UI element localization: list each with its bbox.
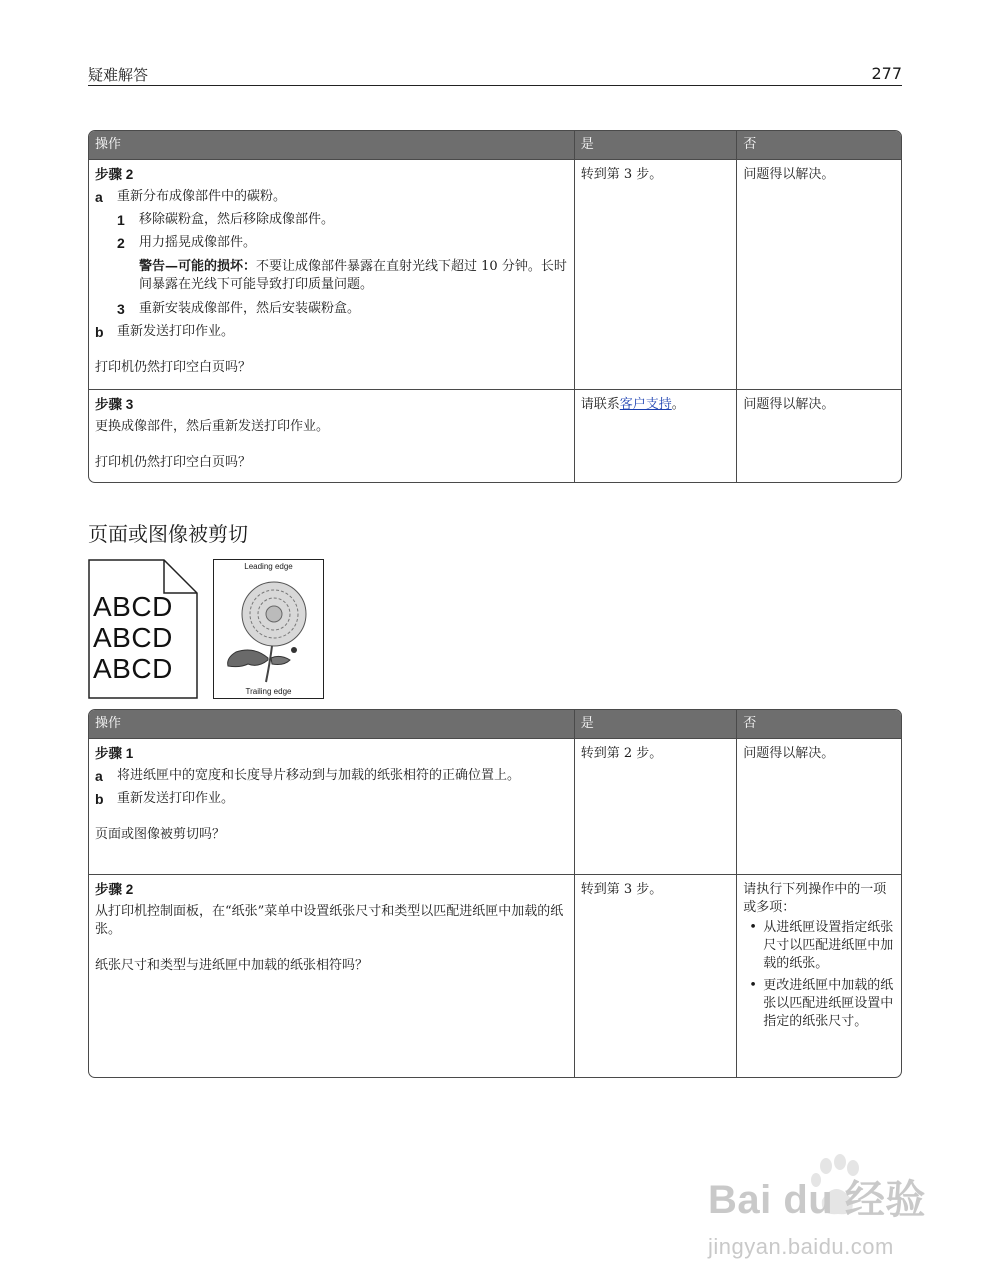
step-title: 步骤 3 — [95, 397, 134, 412]
table-row — [89, 874, 901, 1077]
abcd-line: ABCD — [93, 622, 173, 653]
action-cell — [89, 159, 575, 389]
step-text: 更换成像部件，然后重新发送打印作业。 — [95, 419, 330, 434]
list-item: a 将进纸匣中的宽度和长度导片移动到与加载的纸张相符的正确位置上。 — [95, 768, 521, 784]
no-bullet-list — [743, 919, 895, 1031]
troubleshooting-table-1 — [88, 130, 902, 483]
step-title: 步骤 1 — [95, 746, 134, 761]
list-item: 3 重新安装成像部件，然后安装碳粉盒。 — [117, 301, 361, 317]
step-title: 步骤 2 — [95, 882, 134, 897]
trailing-edge-label: Trailing edge — [245, 687, 292, 696]
warning-label: 警告—可能的损坏： — [139, 259, 257, 274]
step-title: 步骤 2 — [95, 167, 134, 182]
list-item: 2 用力摇晃成像部件。 — [117, 235, 257, 251]
step-question: 打印机仍然打印空白页吗？ — [95, 360, 252, 375]
table-header-row — [89, 710, 901, 738]
page-header — [88, 62, 902, 86]
list-item: b 重新发送打印作业。 — [95, 791, 235, 807]
yes-cell: 转到第 2 步。 — [575, 738, 738, 874]
table-row — [89, 389, 901, 482]
header-action: 操作 — [89, 131, 575, 159]
step-question: 纸张尺寸和类型与进纸匣中加载的纸张相符吗？ — [95, 958, 369, 973]
flower-image — [214, 574, 322, 686]
abcd-line: ABCD — [93, 653, 173, 684]
yes-cell: 转到第 3 步。 — [575, 874, 738, 1077]
no-cell: 问题得以解决。 — [737, 389, 901, 482]
action-cell — [89, 874, 575, 1077]
header-action: 操作 — [89, 710, 575, 738]
troubleshooting-table-2 — [88, 709, 902, 1078]
section-heading: 页面或图像被剪切 — [88, 522, 248, 546]
action-cell — [89, 389, 575, 482]
no-cell: 问题得以解决。 — [737, 738, 901, 874]
no-cell: 问题得以解决。 — [737, 159, 901, 389]
list-item: • 更改进纸匣中加载的纸张以匹配进纸匣设置中指定的纸张尺寸。 — [743, 977, 895, 1031]
watermark-url: jingyan.baidu.com — [708, 1234, 894, 1259]
section-title: 疑难解答 — [88, 66, 149, 84]
step-question: 打印机仍然打印空白页吗？ — [95, 455, 252, 470]
warning-note: 警告—可能的损坏：不要让成像部件暴露在直射光线下超过 10 分钟。长时间暴露在光线下可能导致打印质量问题。 — [139, 259, 567, 292]
leading-edge-label: Leading edge — [244, 562, 293, 571]
header-no: 否 — [737, 710, 901, 738]
header-yes: 是 — [575, 710, 738, 738]
no-intro: 请执行下列操作中的一项或多项： — [743, 882, 887, 915]
abcd-line: ABCD — [93, 591, 173, 622]
yes-cell: 转到第 3 步。 — [575, 159, 738, 389]
list-item: b 重新发送打印作业。 — [95, 324, 235, 340]
watermark-brand: Bai du 经验 — [708, 1178, 926, 1222]
header-no: 否 — [737, 131, 901, 159]
table-row — [89, 159, 901, 389]
list-item: a 重新分布成像部件中的碳粉。 — [95, 189, 287, 205]
list-item: 1 移除碳粉盒，然后移除成像部件。 — [117, 212, 335, 228]
yes-cell: 请联系客户支持。 — [575, 389, 738, 482]
clipped-flower-illustration — [213, 559, 324, 699]
step-text: 从打印机控制面板，在“纸张”菜单中设置纸张尺寸和类型以匹配进纸匣中加载的纸张。 — [95, 904, 564, 937]
table-header-row — [89, 131, 901, 159]
no-cell — [737, 874, 901, 1077]
page-number: 277 — [871, 64, 902, 83]
customer-support-link[interactable]: 客户支持 — [619, 397, 672, 412]
header-yes: 是 — [575, 131, 738, 159]
list-item: • 从进纸匣设置指定纸张尺寸以匹配进纸匣中加载的纸张。 — [743, 919, 895, 973]
step-question: 页面或图像被剪切吗？ — [95, 827, 226, 842]
table-row — [89, 738, 901, 874]
action-cell — [89, 738, 575, 874]
